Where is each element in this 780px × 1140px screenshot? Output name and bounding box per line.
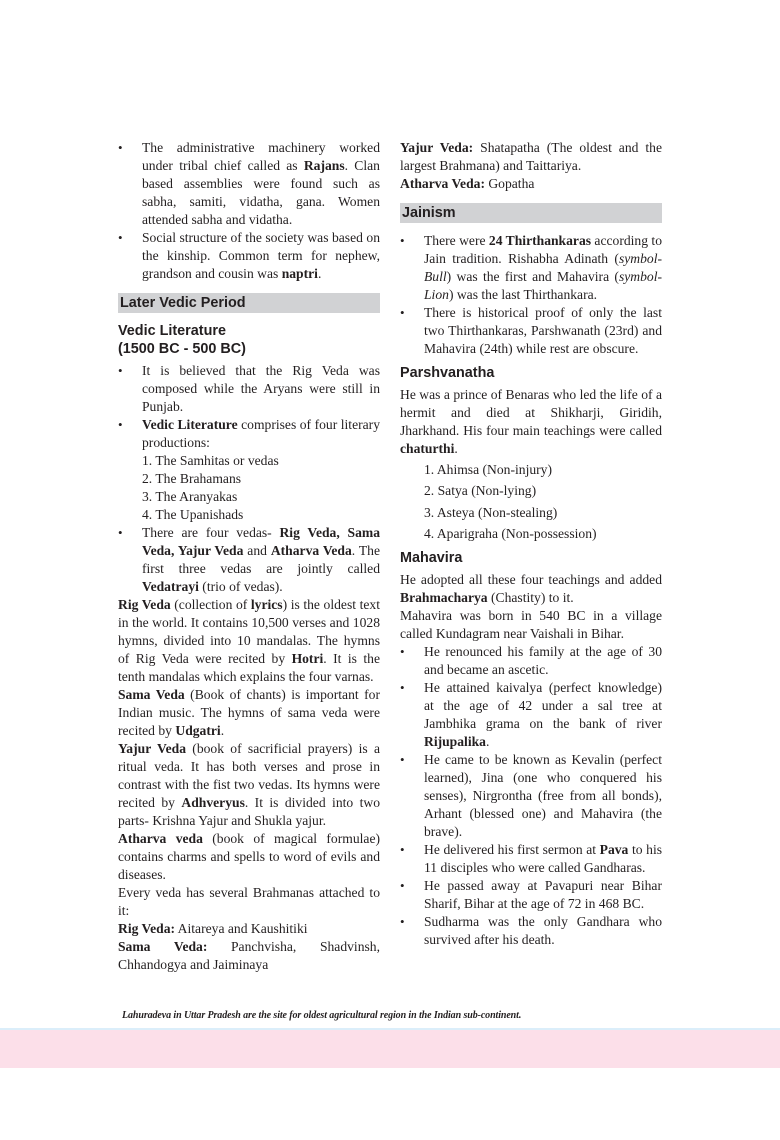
text-segment: (trio of vedas). bbox=[198, 579, 283, 594]
paragraph bbox=[400, 175, 662, 193]
bullet-item bbox=[118, 362, 380, 416]
bold-term: Vedic Literature bbox=[142, 417, 238, 432]
paragraph bbox=[118, 884, 380, 920]
bold-term: Pava bbox=[599, 842, 629, 858]
italic-text: symbol-Bull bbox=[424, 251, 662, 284]
numbered-item bbox=[118, 506, 380, 524]
subheading-dates bbox=[118, 340, 380, 358]
text-segment: and bbox=[243, 543, 271, 558]
paragraph bbox=[400, 139, 662, 175]
numbered-item bbox=[400, 482, 662, 500]
bullet-item bbox=[118, 416, 380, 452]
text-segment: to his 11 disciples who were called Gandharas. bbox=[424, 842, 663, 876]
text-segment: Vedic Literature bbox=[118, 323, 226, 339]
text-segment: Parshvanatha bbox=[400, 365, 495, 381]
text-segment: . It is the tenth mandalas which explains the four varnas. bbox=[118, 651, 380, 684]
numbered-item bbox=[118, 488, 380, 506]
text-segment: . bbox=[485, 734, 490, 750]
bold-term: Yajur Veda: bbox=[400, 140, 474, 155]
text-segment: Panchvisha, Shadvinsh, Chhandogya and Jaiminaya bbox=[118, 939, 380, 972]
text-segment: . bbox=[317, 266, 322, 281]
text-segment: Gopatha bbox=[484, 176, 535, 191]
bullet-item bbox=[400, 679, 662, 751]
text-segment: (Chastity) to it. bbox=[487, 590, 574, 606]
bold-term: Brahmacharya bbox=[400, 590, 488, 606]
subheading bbox=[400, 549, 662, 567]
text-segment: He adopted all these four teachings and added bbox=[400, 572, 662, 588]
bold-term: Sama Veda: bbox=[118, 939, 208, 954]
paragraph bbox=[400, 386, 662, 458]
text-segment: 3. The Aranyakas bbox=[142, 489, 238, 504]
bullet-item bbox=[400, 751, 662, 841]
bold-term: Atharva Veda bbox=[270, 543, 352, 558]
bullet-item bbox=[400, 877, 662, 913]
bold-term: Adhveryus bbox=[181, 795, 245, 810]
numbered-item bbox=[400, 461, 662, 479]
text-segment: ) is the oldest text in the world. It contains 10,500 verses and 1028 hymns, divided into 10 mandalas. The hymns of Rig Veda were recited by bbox=[118, 597, 380, 666]
bullet-item bbox=[400, 913, 662, 949]
text-segment: 4. The Upanishads bbox=[142, 507, 244, 522]
bold-term: Atharva veda bbox=[118, 831, 203, 846]
bold-term: Rijupalika bbox=[424, 734, 486, 750]
footer-band bbox=[0, 1028, 780, 1068]
text-segment: The administrative machinery worked under tribal chief called as bbox=[142, 140, 380, 173]
text-segment: There are four vedas- bbox=[142, 525, 280, 540]
paragraph bbox=[118, 830, 380, 884]
text-segment: . It is divided into two parts- Krishna Yajur and Shukla yajur. bbox=[118, 795, 381, 828]
text-segment: There is historical proof of only the last two Thirthankaras, Parshwanath (23rd) and Mahavira (24th) while rest are obscure. bbox=[424, 305, 662, 356]
bullet-item bbox=[400, 643, 662, 679]
bold-term: Atharva Veda: bbox=[400, 176, 485, 191]
paragraph bbox=[118, 596, 380, 686]
text-segment: There were bbox=[424, 233, 489, 248]
paragraph bbox=[118, 938, 380, 974]
paragraph bbox=[118, 686, 380, 740]
text-segment: Aitareya and Kaushitiki bbox=[175, 921, 308, 936]
footer-note: Lahuradeva in Uttar Pradesh are the site for oldest agricultural region in the Indian sub-continent. bbox=[122, 1010, 522, 1021]
text-segment: (collection of bbox=[170, 597, 251, 612]
text-segment: He renounced his family at the age of 30 and became an ascetic. bbox=[424, 644, 662, 678]
paragraph bbox=[118, 740, 380, 830]
paragraph bbox=[400, 607, 662, 643]
text-segment: He was a prince of Benaras who led the life of a hermit and died at Shikharji, Giridih, Jharkhand. His four main teachings were called bbox=[400, 387, 662, 438]
bold-term: Vedatrayi bbox=[142, 579, 199, 594]
text-segment: Every veda has several Brahmanas attached to it: bbox=[118, 885, 380, 918]
numbered-item bbox=[118, 470, 380, 488]
text-segment: He came to be known as Kevalin (perfect learned), Jina (one who conquered his senses), Nirgrontha (free from all bonds), Arhant (blessed one) and Mahavira (the brave). bbox=[424, 752, 662, 840]
bold-term: Rig Veda: bbox=[118, 921, 176, 936]
subheading bbox=[118, 322, 380, 340]
text-segment: according to Jain tradition. Rishabha Adinath ( bbox=[424, 233, 662, 266]
paragraph bbox=[118, 920, 380, 938]
paragraph bbox=[400, 571, 662, 607]
bold-term: naptri bbox=[281, 266, 318, 281]
text-segment: Mahavira bbox=[400, 550, 463, 567]
text-segment: Jainism bbox=[402, 205, 456, 221]
text-segment: (book of sacrificial prayers) is a ritual veda. It has both verses and prose in contrast with the fist two vedas. Its hymns were recited by bbox=[118, 741, 381, 810]
text-segment: He attained kaivalya (perfect knowledge) at the age of 42 under a sal tree at Jambhika grama on the bank of river bbox=[424, 680, 662, 732]
text-segment: Later Vedic Period bbox=[120, 295, 246, 311]
text-segment: . bbox=[454, 441, 458, 456]
text-segment: 1. Ahimsa (Non-injury) bbox=[424, 462, 552, 477]
bold-term: 24 Thirthankaras bbox=[488, 233, 592, 248]
right-column bbox=[400, 139, 662, 949]
text-segment: (book of magical formulae) contains charms and spells to word of evils and diseases. bbox=[118, 831, 381, 882]
text-segment: ) was the first and Mahavira ( bbox=[446, 269, 619, 284]
italic-text: symbol-Lion bbox=[424, 269, 662, 302]
bullet-item bbox=[118, 139, 380, 229]
bold-term: Sama Veda bbox=[118, 687, 185, 702]
bold-term: Udgatri bbox=[175, 723, 221, 738]
text-segment: Social structure of the society was based on the kinship. Common term for nephew, grandson and cousin was bbox=[142, 230, 380, 281]
numbered-item bbox=[118, 452, 380, 470]
bold-term: Hotri bbox=[291, 651, 324, 666]
left-column bbox=[118, 139, 380, 974]
text-segment: comprises of four literary productions: bbox=[142, 417, 380, 450]
text-segment: It is believed that the Rig Veda was composed while the Aryans were still in Punjab. bbox=[142, 363, 380, 414]
bullet-item bbox=[400, 841, 662, 877]
bold-term: Rig Veda bbox=[118, 597, 171, 612]
text-segment: 2. The Brahamans bbox=[142, 471, 242, 486]
numbered-item bbox=[400, 525, 662, 543]
text-segment: Mahavira was born in 540 BC in a village called Kundagram near Vaishali in Bihar. bbox=[400, 608, 662, 642]
bullet-item bbox=[400, 304, 662, 358]
text-segment: He passed away at Pavapuri near Bihar Sharif, Bihar at the age of 72 in 468 BC. bbox=[424, 878, 662, 912]
bullet-item bbox=[400, 232, 662, 304]
bold-term: chaturthi bbox=[400, 441, 455, 456]
text-segment: 1. The Samhitas or vedas bbox=[142, 453, 279, 468]
bullet-item bbox=[118, 229, 380, 283]
subheading bbox=[400, 364, 662, 382]
numbered-item bbox=[400, 504, 662, 522]
section-heading bbox=[400, 203, 662, 223]
text-segment: 4. Aparigraha (Non-possession) bbox=[424, 526, 597, 542]
text-segment: (Book of chants) is important for Indian music. The hymns of sama veda were recited by bbox=[118, 687, 380, 738]
text-segment: Sudharma was the only Gandhara who survived after his death. bbox=[424, 914, 662, 948]
text-segment: 3. Asteya (Non-stealing) bbox=[424, 504, 558, 520]
bold-term: Rajans bbox=[303, 158, 345, 173]
text-segment: ) was the last Thirthankara. bbox=[448, 287, 598, 302]
section-heading bbox=[118, 293, 380, 313]
text-segment: He delivered his first sermon at bbox=[424, 842, 600, 858]
text-segment: . Clan based assemblies were found such as sabha, samiti, vidatha, gana. Women attended sabha and vidatha. bbox=[142, 158, 380, 227]
text-segment: . The first three vedas are jointly called bbox=[142, 543, 380, 576]
bold-term: Yajur Veda bbox=[118, 741, 186, 756]
bold-term: Rig Veda, Sama Veda, Yajur Veda bbox=[142, 525, 380, 558]
text-segment: (1500 BC - 500 BC) bbox=[118, 341, 246, 357]
text-segment: Shatapatha (The oldest and the largest Brahmana) and Taittariya. bbox=[400, 140, 662, 173]
text-segment: . bbox=[220, 723, 225, 738]
text-segment: 2. Satya (Non-lying) bbox=[424, 483, 537, 499]
bold-term: lyrics bbox=[250, 597, 283, 612]
bullet-item bbox=[118, 524, 380, 596]
